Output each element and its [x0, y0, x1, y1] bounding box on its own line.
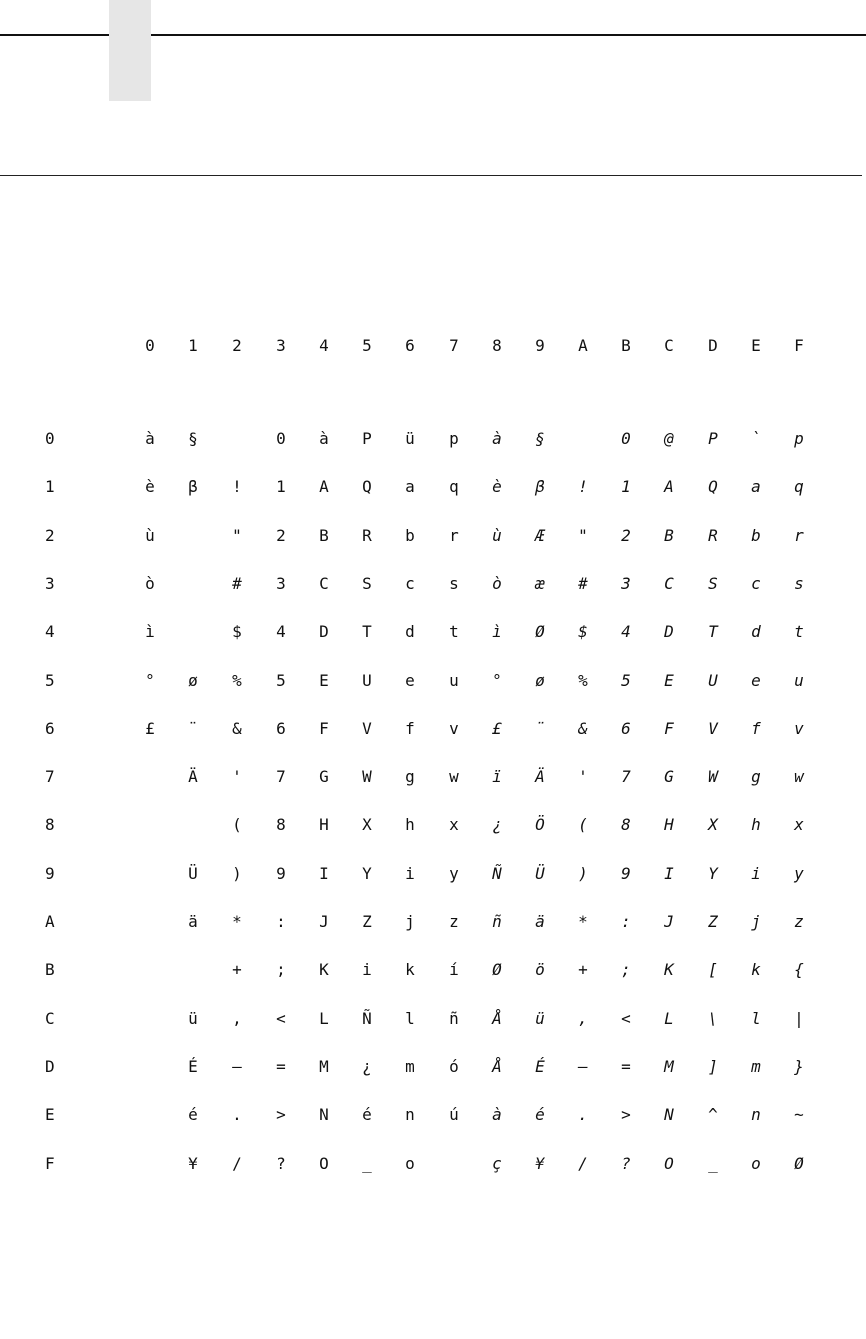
character-cell: z [794, 912, 804, 931]
character-cell: ! [578, 477, 588, 496]
column-header: 1 [188, 336, 198, 355]
character-cell: 0 [276, 429, 286, 448]
character-cell: % [232, 671, 242, 690]
character-cell: U [708, 671, 718, 690]
character-cell: ! [232, 477, 242, 496]
character-cell: ] [708, 1057, 718, 1076]
character-cell: Ä [188, 767, 198, 786]
character-cell: P [708, 429, 718, 448]
character-cell: + [578, 960, 588, 979]
character-cell: y [794, 864, 804, 883]
character-cell: ? [621, 1154, 631, 1173]
character-cell: 5 [276, 671, 286, 690]
character-cell: § [535, 429, 545, 448]
character-cell: ì [492, 622, 502, 641]
character-cell: ü [535, 1009, 545, 1028]
row-header: 0 [45, 429, 55, 448]
character-cell: a [751, 477, 761, 496]
header-rule [0, 175, 862, 176]
character-cell: K [319, 960, 329, 979]
character-cell: y [449, 864, 459, 883]
character-cell: 9 [276, 864, 286, 883]
character-cell: O [319, 1154, 329, 1173]
character-cell: o [751, 1154, 761, 1173]
character-cell: É [188, 1057, 198, 1076]
character-cell: " [232, 526, 242, 545]
character-cell: $ [578, 622, 588, 641]
character-cell: ñ [492, 912, 502, 931]
character-cell: A [319, 477, 329, 496]
character-cell [222, 429, 252, 449]
character-cell: f [405, 719, 415, 738]
character-cell [178, 622, 208, 642]
character-cell: Ü [535, 864, 545, 883]
character-cell: ) [578, 864, 588, 883]
character-cell: U [362, 671, 372, 690]
character-cell: Ø [535, 622, 545, 641]
character-cell: Ö [535, 815, 545, 834]
character-cell: _ [362, 1154, 372, 1173]
character-cell: R [362, 526, 372, 545]
row-header: 8 [45, 815, 55, 834]
character-cell: * [232, 912, 242, 931]
character-cell: e [405, 671, 415, 690]
character-cell: V [708, 719, 718, 738]
character-cell: ò [145, 574, 155, 593]
character-cell: . [578, 1105, 588, 1124]
character-cell: x [449, 815, 459, 834]
character-cell: ° [492, 671, 502, 690]
character-cell: A [664, 477, 674, 496]
character-cell: ( [578, 815, 588, 834]
column-header: D [708, 336, 718, 355]
character-cell: _ [708, 1154, 718, 1173]
character-cell: ~ [794, 1105, 804, 1124]
character-cell: F [664, 719, 674, 738]
character-cell: 3 [621, 574, 631, 593]
character-cell: ¿ [492, 815, 502, 834]
character-cell: i [362, 960, 372, 979]
character-cell: É [535, 1057, 545, 1076]
character-cell: £ [492, 719, 502, 738]
character-cell: Ä [535, 767, 545, 786]
character-cell: G [664, 767, 674, 786]
character-cell [135, 1154, 165, 1174]
character-cell [135, 1009, 165, 1029]
character-cell: / [578, 1154, 588, 1173]
character-cell: p [794, 429, 804, 448]
character-cell: b [405, 526, 415, 545]
character-cell: n [405, 1105, 415, 1124]
character-cell [135, 912, 165, 932]
row-header: E [45, 1105, 55, 1124]
character-cell [135, 767, 165, 787]
column-header: C [664, 336, 674, 355]
character-cell: v [449, 719, 459, 738]
character-cell: § [188, 429, 198, 448]
character-cell: ä [188, 912, 198, 931]
character-cell: T [708, 622, 718, 641]
character-cell: , [578, 1009, 588, 1028]
character-cell: Y [708, 864, 718, 883]
character-cell: ï [492, 767, 502, 786]
character-cell: c [405, 574, 415, 593]
character-cell: 6 [276, 719, 286, 738]
character-cell: H [319, 815, 329, 834]
character-cell: ; [276, 960, 286, 979]
column-header: F [794, 336, 804, 355]
character-cell: & [232, 719, 242, 738]
character-cell: 2 [621, 526, 631, 545]
character-cell: C [664, 574, 674, 593]
column-header: 4 [319, 336, 329, 355]
character-cell: 2 [276, 526, 286, 545]
character-cell: + [232, 960, 242, 979]
character-cell: i [405, 864, 415, 883]
character-cell: ø [188, 671, 198, 690]
character-cell: N [319, 1105, 329, 1124]
character-cell: ç [492, 1154, 502, 1173]
character-cell: 3 [276, 574, 286, 593]
character-cell: Z [362, 912, 372, 931]
row-header: 3 [45, 574, 55, 593]
character-cell: Z [708, 912, 718, 931]
character-cell: J [664, 912, 674, 931]
row-header: 7 [45, 767, 55, 786]
character-cell [135, 960, 165, 980]
character-cell: l [751, 1009, 761, 1028]
column-header: 8 [492, 336, 502, 355]
character-cell: ú [449, 1105, 459, 1124]
character-cell: w [794, 767, 804, 786]
row-header: 4 [45, 622, 55, 641]
character-cell: * [578, 912, 588, 931]
character-cell: @ [664, 429, 674, 448]
character-cell: o [405, 1154, 415, 1173]
character-cell: O [664, 1154, 674, 1173]
character-cell: 4 [621, 622, 631, 641]
character-cell: j [405, 912, 415, 931]
character-cell: e [751, 671, 761, 690]
row-header: 9 [45, 864, 55, 883]
character-cell: % [578, 671, 588, 690]
character-cell: = [621, 1057, 631, 1076]
character-cell: ^ [708, 1105, 718, 1124]
character-cell: è [145, 477, 155, 496]
character-cell: / [232, 1154, 242, 1173]
character-cell: # [232, 574, 242, 593]
character-cell: Ü [188, 864, 198, 883]
character-cell [135, 815, 165, 835]
character-cell [135, 864, 165, 884]
character-cell: r [794, 526, 804, 545]
character-cell: X [708, 815, 718, 834]
character-cell: : [276, 912, 286, 931]
character-cell: 8 [276, 815, 286, 834]
character-cell: m [751, 1057, 761, 1076]
character-cell: n [751, 1105, 761, 1124]
character-cell: – [232, 1057, 242, 1076]
character-cell: \ [708, 1009, 718, 1028]
character-cell: > [276, 1105, 286, 1124]
character-cell: s [449, 574, 459, 593]
character-cell: ; [621, 960, 631, 979]
character-cell: t [794, 622, 804, 641]
character-cell [135, 1105, 165, 1125]
character-cell: ` [751, 429, 761, 448]
column-header: 3 [276, 336, 286, 355]
column-header: 7 [449, 336, 459, 355]
column-header: B [621, 336, 631, 355]
character-cell: Ñ [362, 1009, 372, 1028]
character-cell: 4 [276, 622, 286, 641]
character-cell: B [664, 526, 674, 545]
character-cell: p [449, 429, 459, 448]
character-cell: S [708, 574, 718, 593]
character-cell: z [449, 912, 459, 931]
character-cell: P [362, 429, 372, 448]
column-header: 5 [362, 336, 372, 355]
character-cell: } [794, 1057, 804, 1076]
character-cell: ñ [449, 1009, 459, 1028]
character-cell: ù [145, 526, 155, 545]
character-cell: ó [449, 1057, 459, 1076]
character-cell: G [319, 767, 329, 786]
character-cell: ¨ [535, 719, 545, 738]
character-cell: Ñ [492, 864, 502, 883]
character-cell: 0 [621, 429, 631, 448]
character-cell: " [578, 526, 588, 545]
character-cell: ? [276, 1154, 286, 1173]
character-cell: 7 [276, 767, 286, 786]
character-cell: 1 [276, 477, 286, 496]
character-cell: u [449, 671, 459, 690]
character-cell: Ø [492, 960, 502, 979]
character-cell: d [405, 622, 415, 641]
row-header: D [45, 1057, 55, 1076]
character-cell: | [794, 1009, 804, 1028]
row-header: 1 [45, 477, 55, 496]
character-cell: D [664, 622, 674, 641]
character-cell: q [794, 477, 804, 496]
character-cell: M [664, 1057, 674, 1076]
character-cell: 6 [621, 719, 631, 738]
character-cell: T [362, 622, 372, 641]
character-cell: { [794, 960, 804, 979]
character-cell: ø [535, 671, 545, 690]
character-cell: é [362, 1105, 372, 1124]
character-cell [439, 1154, 469, 1174]
character-cell: S [362, 574, 372, 593]
character-cell: 8 [621, 815, 631, 834]
character-cell: # [578, 574, 588, 593]
character-cell: u [794, 671, 804, 690]
character-cell: – [578, 1057, 588, 1076]
character-cell: t [449, 622, 459, 641]
character-cell: $ [232, 622, 242, 641]
character-cell: q [449, 477, 459, 496]
character-cell: à [319, 429, 329, 448]
character-cell: = [276, 1057, 286, 1076]
character-cell: ì [145, 622, 155, 641]
character-cell: 1 [621, 477, 631, 496]
character-cell: R [708, 526, 718, 545]
character-cell: ° [145, 671, 155, 690]
character-cell: E [664, 671, 674, 690]
character-cell: H [664, 815, 674, 834]
character-cell: h [751, 815, 761, 834]
row-header: F [45, 1154, 55, 1173]
character-cell: ' [232, 767, 242, 786]
character-cell: ò [492, 574, 502, 593]
character-cell: F [319, 719, 329, 738]
character-cell: è [492, 477, 502, 496]
character-cell: f [751, 719, 761, 738]
character-cell: Æ [535, 526, 545, 545]
character-cell: k [405, 960, 415, 979]
character-cell [178, 574, 208, 594]
character-cell: J [319, 912, 329, 931]
row-header: 5 [45, 671, 55, 690]
character-cell: ' [578, 767, 588, 786]
character-cell: > [621, 1105, 631, 1124]
column-header: 9 [535, 336, 545, 355]
character-cell: ( [232, 815, 242, 834]
character-cell: I [664, 864, 674, 883]
character-cell: ä [535, 912, 545, 931]
character-cell: a [405, 477, 415, 496]
column-header: 2 [232, 336, 242, 355]
character-cell: g [751, 767, 761, 786]
character-cell: l [405, 1009, 415, 1028]
character-cell: X [362, 815, 372, 834]
character-cell: < [276, 1009, 286, 1028]
character-cell: h [405, 815, 415, 834]
column-header: 6 [405, 336, 415, 355]
column-header: E [751, 336, 761, 355]
page-tab-marker [109, 0, 151, 101]
character-cell: K [664, 960, 674, 979]
character-cell: 9 [621, 864, 631, 883]
character-cell [568, 429, 598, 449]
character-cell: 5 [621, 671, 631, 690]
character-cell: d [751, 622, 761, 641]
character-cell: Q [362, 477, 372, 496]
character-cell: W [708, 767, 718, 786]
character-cell: s [794, 574, 804, 593]
character-cell: r [449, 526, 459, 545]
character-cell: Å [492, 1009, 502, 1028]
character-cell: ü [405, 429, 415, 448]
character-cell: à [145, 429, 155, 448]
character-cell: & [578, 719, 588, 738]
character-cell: ö [535, 960, 545, 979]
character-cell: Ø [794, 1154, 804, 1173]
character-cell: Y [362, 864, 372, 883]
character-cell: , [232, 1009, 242, 1028]
character-cell: β [535, 477, 545, 496]
row-header: A [45, 912, 55, 931]
character-cell: L [319, 1009, 329, 1028]
character-cell: 7 [621, 767, 631, 786]
character-cell: : [621, 912, 631, 931]
character-cell [135, 1057, 165, 1077]
character-cell: m [405, 1057, 415, 1076]
character-cell: £ [145, 719, 155, 738]
row-header: B [45, 960, 55, 979]
character-cell: < [621, 1009, 631, 1028]
column-header: A [578, 336, 588, 355]
character-cell: . [232, 1105, 242, 1124]
character-cell: β [188, 477, 198, 496]
character-cell: ) [232, 864, 242, 883]
character-cell: g [405, 767, 415, 786]
character-cell: C [319, 574, 329, 593]
character-cell: Q [708, 477, 718, 496]
character-cell: i [751, 864, 761, 883]
character-cell: à [492, 429, 502, 448]
character-cell: ¥ [188, 1154, 198, 1173]
character-cell: c [751, 574, 761, 593]
character-cell: W [362, 767, 372, 786]
character-cell: é [188, 1105, 198, 1124]
character-cell: w [449, 767, 459, 786]
character-cell: k [751, 960, 761, 979]
character-cell: é [535, 1105, 545, 1124]
character-cell [178, 526, 208, 546]
row-header: 2 [45, 526, 55, 545]
character-cell: [ [708, 960, 718, 979]
character-cell: N [664, 1105, 674, 1124]
character-cell: ù [492, 526, 502, 545]
character-cell: x [794, 815, 804, 834]
character-cell: ü [188, 1009, 198, 1028]
character-cell: I [319, 864, 329, 883]
character-cell [178, 815, 208, 835]
character-cell: D [319, 622, 329, 641]
character-cell [178, 960, 208, 980]
character-cell: ¿ [362, 1057, 372, 1076]
character-cell: æ [535, 574, 545, 593]
character-cell: ¨ [188, 719, 198, 738]
character-cell: E [319, 671, 329, 690]
character-cell: b [751, 526, 761, 545]
row-header: 6 [45, 719, 55, 738]
character-cell: v [794, 719, 804, 738]
character-cell: V [362, 719, 372, 738]
row-header: C [45, 1009, 55, 1028]
character-cell: B [319, 526, 329, 545]
character-cell: L [664, 1009, 674, 1028]
character-cell: M [319, 1057, 329, 1076]
column-header: 0 [145, 336, 155, 355]
character-cell: à [492, 1105, 502, 1124]
character-cell: j [751, 912, 761, 931]
character-cell: í [449, 960, 459, 979]
character-cell: Å [492, 1057, 502, 1076]
character-cell: ¥ [535, 1154, 545, 1173]
